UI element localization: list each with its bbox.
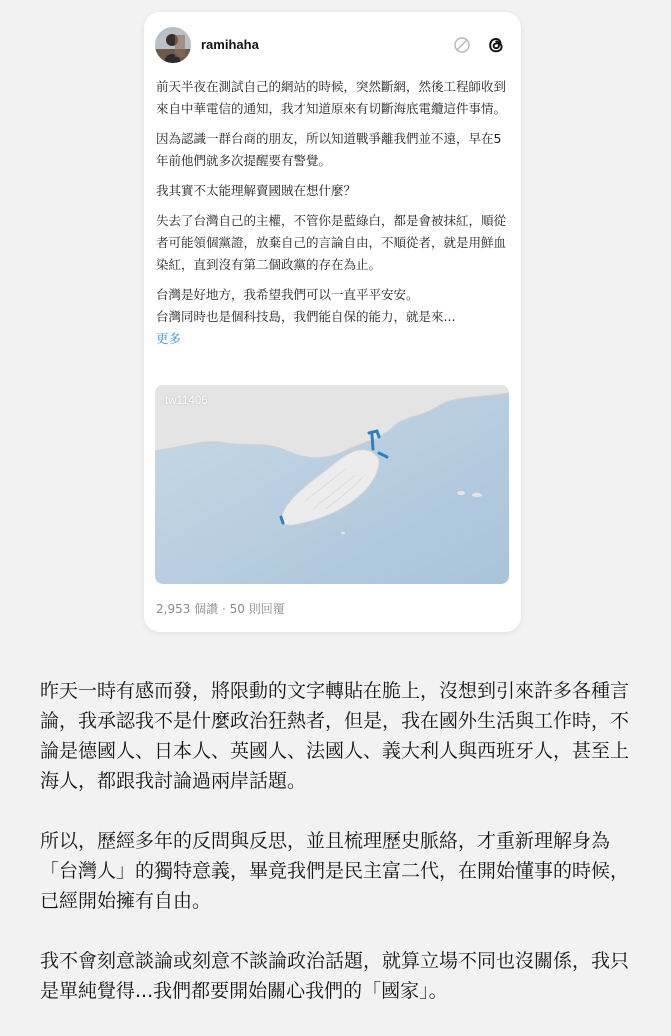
article-paragraph: 我不會刻意談論或刻意不談論政治話題，就算立場不同也沒關係，我只是單純覺得...我們都要開始關心我們的「國家」。 [40, 950, 630, 1002]
post-text [156, 76, 506, 350]
username[interactable]: ramihaha [201, 37, 259, 52]
post-paragraph: 失去了台灣自己的主權，不管你是藍綠白，都是會被抹紅，順從者可能領個黨證，放棄自己的言論自由，不順從者，就是用鮮血染紅，直到沒有第二個政黨的存在為止。 [156, 213, 507, 272]
image-label: tw11406 [165, 395, 208, 407]
post-paragraph-truncated: 台灣同時也是個科技島，我們能自保的能力，就是來... [156, 309, 456, 324]
threads-post-card[interactable] [144, 12, 521, 632]
avatar[interactable] [155, 27, 191, 63]
pen-slash-icon[interactable] [451, 34, 473, 56]
avatar-image [155, 27, 191, 63]
article-paragraph: 昨天一時有感而發，將限動的文字轉貼在脆上，沒想到引來許多各種言論，我承認我不是什麼政治狂熱者，但是，我在國外生活與工作時，不論是德國人、日本人、英國人、法國人、義大利人與西班牙人，甚至上海人，都跟我討論過兩岸話題。 [40, 680, 630, 792]
threads-logo-icon[interactable] [485, 34, 507, 56]
post-header [155, 27, 509, 63]
article-text [40, 676, 630, 1036]
post-paragraph: 因為認識一群台商的朋友，所以知道戰爭離我們並不遠，早在5年前他們就多次提醒要有警覺。 [156, 131, 502, 168]
post-paragraph: 台灣是好地方，我希望我們可以一直平平安安。 [156, 287, 419, 302]
taiwan-map-image [155, 385, 509, 584]
post-image-map[interactable] [155, 385, 509, 584]
post-stats[interactable]: 2,953 個讚 · 50 則回覆 [156, 602, 285, 616]
post-paragraph: 前天半夜在測試自己的網站的時候，突然斷網，然後工程師收到來自中華電信的通知，我才知道原來有切斷海底電纜這件事情。 [156, 79, 507, 116]
more-link[interactable]: 更多 [156, 331, 182, 346]
article-paragraph: 所以，歷經多年的反問與反思，並且梳理歷史脈絡，才重新理解身為「台灣人」的獨特意義，畢竟我們是民主富二代，在開始懂事的時候，已經開始擁有自由。 [40, 830, 630, 912]
post-paragraph: 我其實不太能理解賣國賊在想什麼？ [156, 183, 357, 198]
